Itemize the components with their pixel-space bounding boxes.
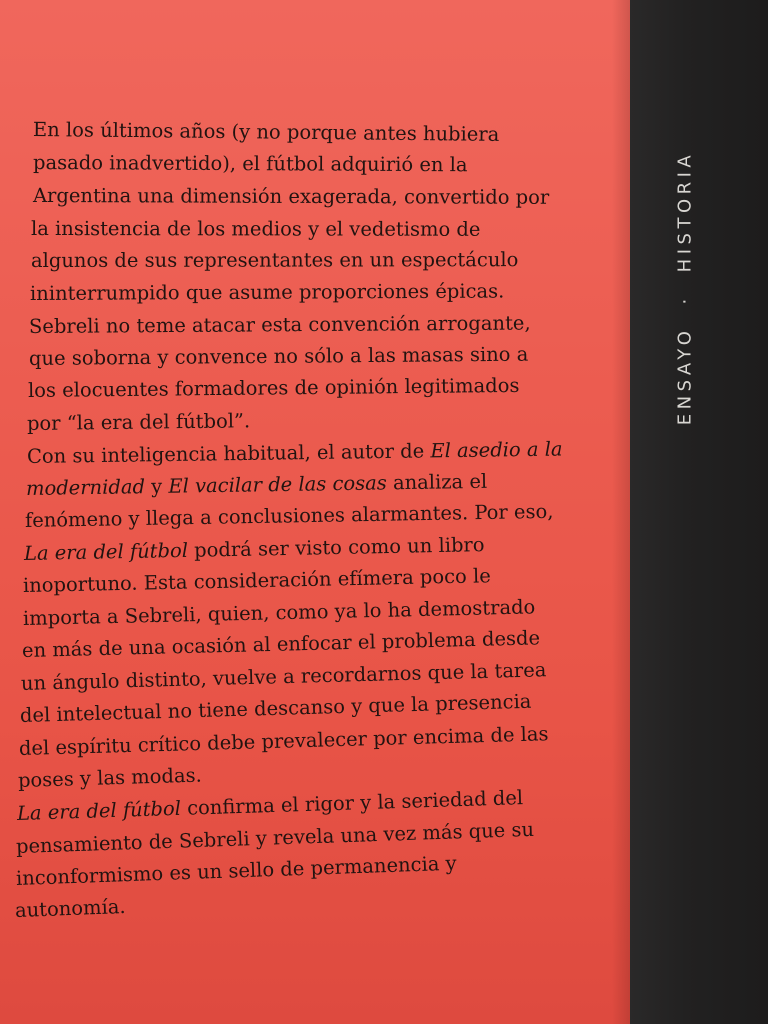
- blurb-text: un ángulo distinto, vuelve a recordarnos que la tarea: [20, 658, 547, 695]
- blurb-text: inconformismo es un sello de permanencia y: [15, 851, 457, 890]
- blurb-text: inoportuno. Esta consideración efímera poco le: [22, 564, 491, 597]
- blurb-line: [27, 409, 250, 435]
- blurb-text: pensamiento de Sebreli y revela una vez más que su: [15, 817, 535, 858]
- spine-collection-label: ENSAYO: [674, 326, 696, 426]
- blurb-text: algunos de sus representantes en un espectáculo: [30, 248, 519, 272]
- blurb-line: [22, 626, 541, 662]
- blurb-line: [33, 184, 549, 209]
- blurb-text: Con su inteligencia habitual, el autor de: [26, 439, 431, 468]
- blurb-line: [33, 151, 468, 176]
- spine-separator: ·: [674, 294, 696, 305]
- blurb-text: autonomía.: [14, 894, 126, 922]
- italic-title-text: El vacilar de las cosas: [168, 471, 387, 498]
- blurb-text: poses y las modas.: [17, 763, 203, 792]
- blurb-line: [30, 280, 504, 305]
- blurb-line: [31, 217, 480, 241]
- blurb-line: [20, 690, 532, 727]
- blurb-line: [27, 438, 563, 468]
- blurb-line: [25, 500, 554, 532]
- blurb-text: por “la era del fútbol”.: [26, 409, 251, 435]
- blurb-text: fenómeno y llega a conclusiones alarmantes. Por eso,: [24, 499, 554, 532]
- blurb-text: pasado inadvertido), el fútbol adquirió en la: [32, 151, 468, 177]
- blurb-text: podrá ser visto como un libro: [187, 533, 485, 562]
- italic-title-text: La era del fútbol: [16, 796, 182, 825]
- blurb-line: [16, 818, 535, 858]
- blurb-text: Sebreli no teme atacar esta convención arrogante,: [28, 311, 531, 338]
- blurb-line: [15, 895, 126, 922]
- blurb-text: confirma el rigor y la seriedad del: [180, 786, 524, 820]
- blurb-line: [23, 564, 491, 597]
- blurb-text: importa a Sebreli, quien, como ya lo ha demostrado: [22, 595, 536, 630]
- blurb-text: los elocuentes formadores de opinión legitimados: [27, 373, 520, 402]
- blurb-line: [29, 311, 531, 338]
- blurb-text: analiza el: [386, 469, 488, 495]
- book-spine: [630, 0, 768, 1024]
- blurb-line: [26, 470, 488, 500]
- blurb-line: [29, 343, 528, 370]
- blurb-text: del espíritu crítico debe prevalecer por encima de las: [18, 722, 549, 760]
- blurb-text: del intelectual no tiene descanso y que la presencia: [19, 689, 532, 727]
- blurb-line: [17, 786, 524, 825]
- blurb-line: [21, 658, 547, 695]
- italic-title-text: modernidad: [25, 475, 146, 500]
- blurb-line: [18, 764, 202, 792]
- blurb-line: [23, 595, 536, 630]
- blurb-line: [24, 533, 485, 565]
- blurb-line: [19, 722, 549, 760]
- spine-category-label: HISTORIA: [674, 150, 696, 273]
- blurb-line: [28, 374, 520, 402]
- blurb-text: En los últimos años (y no porque antes hubiera: [32, 118, 500, 146]
- blurb-line: [33, 118, 500, 146]
- blurb-text: y: [144, 474, 169, 499]
- italic-title-text: El asedio a la: [430, 437, 563, 463]
- blurb-text: Argentina una dimensión exagerada, convertido por: [32, 184, 550, 209]
- blurb-text: ininterrumpido que asume proporciones épicas.: [29, 279, 505, 305]
- blurb-text: que soborna y convence no sólo a las masas sino a: [28, 342, 529, 370]
- blurb-text: la insistencia de los medios y el vedetismo de: [30, 217, 481, 241]
- blurb-text: en más de una ocasión al enfocar el problema desde: [21, 626, 541, 662]
- blurb-line: [31, 248, 518, 272]
- italic-title-text: La era del fútbol: [23, 538, 189, 565]
- blurb-line: [16, 852, 457, 890]
